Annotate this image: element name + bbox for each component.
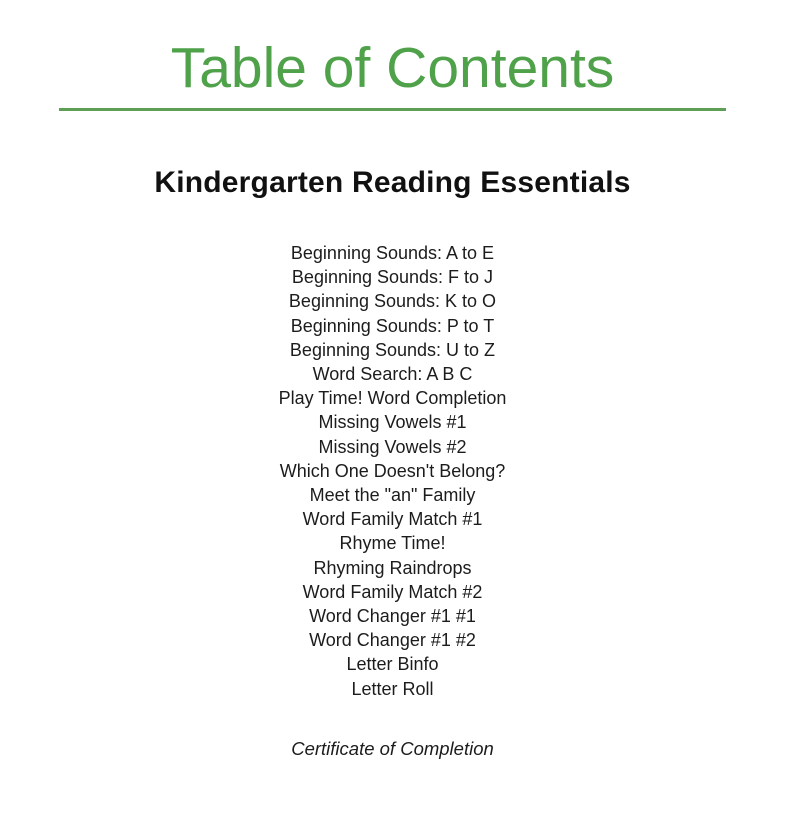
toc-item: Beginning Sounds: U to Z [289,339,496,360]
toc-item: Meet the "an" Family [309,485,476,506]
toc-item: Which One Doesn't Belong? [279,460,506,481]
toc-item: Letter Roll [351,678,434,699]
toc-item: Word Family Match #2 [302,581,483,602]
certificate-item: Certificate of Completion [291,737,494,759]
toc-item: Rhyming Raindrops [313,557,472,578]
toc-page [0,34,785,819]
toc-item: Missing Vowels #2 [318,436,467,457]
toc-item: Beginning Sounds: K to O [288,291,497,312]
toc-list [0,241,785,701]
toc-item: Rhyme Time! [339,533,446,554]
section-heading: Kindergarten Reading Essentials [154,166,631,199]
page-title: Table of Contents [170,36,615,100]
title-underline-divider [59,108,726,111]
toc-item: Word Changer #1 #1 [309,606,476,627]
toc-item: Beginning Sounds: F to J [291,267,494,288]
toc-item: Missing Vowels #1 [318,412,467,433]
toc-item: Word Changer #1 #2 [309,630,476,651]
toc-item: Beginning Sounds: A to E [290,243,495,263]
toc-item: Word Search: A B C [312,364,473,385]
toc-item: Play Time! Word Completion [278,388,507,409]
toc-item: Letter Binfo [346,654,439,675]
toc-item: Word Family Match #1 [302,509,483,530]
toc-item: Beginning Sounds: P to T [290,315,495,336]
